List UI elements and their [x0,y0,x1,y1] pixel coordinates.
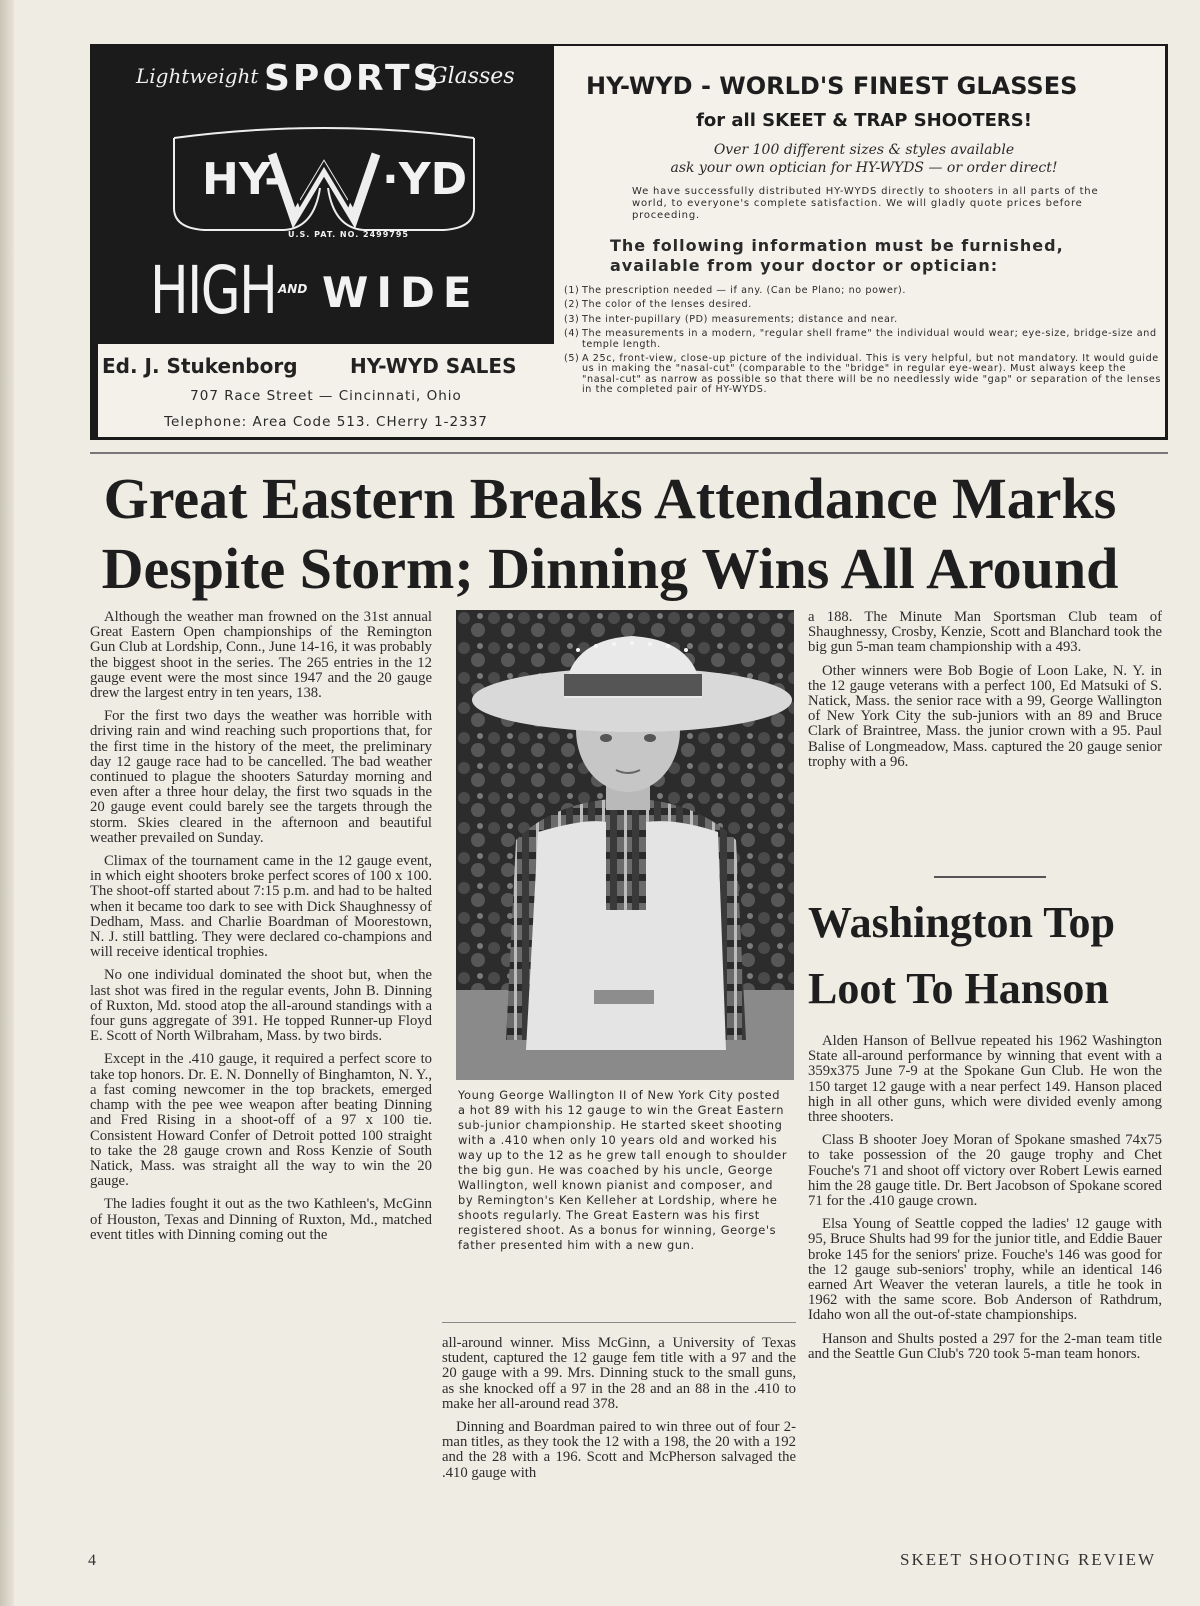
logo-high-text: HIGH [150,252,277,329]
list-item-number: (5) [564,353,580,365]
list-item [564,300,1162,310]
magazine-name: SKEET SHOOTING REVIEW [900,1550,1157,1569]
paragraph: The ladies fought it out as the two Kathleen's, McGinn of Houston, Texas and Dinning of Ruxton, Md., matched event titles with Dinning coming out the [90,1196,432,1243]
list-item-text: The inter-pupillary (PD) measurements; distance and near. [582,313,898,325]
contact-phone: Telephone: Area Code 513. CHerry 1-2337 [164,414,488,430]
list-item [564,329,1162,350]
article-column-2 [442,1336,796,1489]
list-item [564,354,1162,396]
divider [442,1322,796,1323]
list-item-text: A 25c, front-view, close-up picture of the individual. This is very helpful, but not mandatory. It would guide us in making the "nasal-cut" (comparable to the "bridge" in regular eye-wear). Must always keep the "nasal-cut" as narrow as possible so that there will be no needlessly wide "gap" or separation of the lenses in the completed pair of HY-WYDS. [582,353,1162,396]
list-item [564,286,1162,296]
paragraph: No one individual dominated the shoot but, when the last shot was fired in the regular events, John B. Dinning of Ruxton, Md. stood atop the all-around standings with a four guns aggregate of 391. He topped Runner-up Floyd E. Scott of North Wilbraham, Mass. by two birds. [90,967,432,1045]
contact-address: 707 Race Street — Cincinnati, Ohio [190,388,462,404]
divider [90,452,1168,454]
photo-boy-in-straw-hat [456,610,794,1080]
list-item [564,315,1162,325]
list-item-text: The measurements in a modern, "regular shell frame" the individual would wear; eye-size, bridge-size and temple length. [582,328,1157,350]
logo-script-text: Lightweight [136,64,259,88]
ad-paragraph: We have successfully distributed HY-WYDS directly to shooters in all parts of the world, to everyone's complete satisfaction. We will gladly quote prices before proceeding. [632,186,1099,221]
paragraph: Class B shooter Joey Moran of Spokane smashed 74x75 to take possession of the 20 gauge trophy and Chet Fouche's 71 and shoot off victory over Robert Lewis earned him the 28 gauge title. Dr. Bert Jacobson of Spokane scored 71 for the .410 gauge crown. [808,1132,1162,1210]
contact-person: Ed. J. Stukenborg [102,354,298,378]
hy-wyd-logo [92,46,554,344]
list-item-text: The prescription needed — if any. (Can be Plano; no power). [582,285,907,296]
paragraph: Except in the .410 gauge, it required a perfect score to take top honors. Dr. E. N. Donnelly of Binghamton, N. Y., a fast coming newcomer in the top brackets, emerged champ with the pee wee weapon after beating Dinning and Fred Rising in a shoot-off of a 97 x 100 tie. Consistent Howard Confer of Detroit potted 100 straight to take the 28 gauge crown and Ross Kenzie of South Natick, Mass. was straight all the way to win the 20 gauge. [90,1051,432,1190]
logo-sports-text: SPORTS [264,58,442,99]
paragraph: Climax of the tournament came in the 12 gauge event, in which eight shooters broke perfect scores of 100 x 100. The shoot-off started about 7:15 p.m. and had to be halted when it became too dark to see with Dick Shaughnessy of Dedham, Mass. and Charlie Boardman of Moorestown, N. J. still battling. They were declared co-champions and will receive identical trophies. [90,853,432,961]
page-edge [0,0,14,1606]
logo-hy-text: HY- [202,154,283,205]
headline-line-2: Despite Storm; Dinning Wins All Around [101,536,1119,601]
divider [934,876,1046,878]
ad-requirements-list [564,286,1162,400]
list-item-number: (4) [564,328,580,340]
page-number: 4 [88,1552,96,1569]
contact-company: HY-WYD SALES [350,354,517,378]
ad-italic-line-2: ask your own optician for HY-WYDS — or order direct! [670,160,1058,176]
list-item-number: (1) [564,285,580,296]
article-headline [60,464,1160,604]
logo-yd-text: ·YD [382,154,468,205]
list-item-number: (2) [564,299,580,311]
ad-contact-block [92,344,554,440]
paragraph: a 188. The Minute Man Sportsman Club team of Shaughnessy, Crosby, Kenzie, Scott and Blanchard took the big gun 5-man team championship with a 493. [808,609,1162,656]
paragraph: Although the weather man frowned on the 31st annual Great Eastern Open championships of the Remington Gun Club at Lordship, Conn., June 14-16, it was probably the biggest shoot in the series. The 265 entries in the 12 gauge event were the most since 1947 and the 20 gauge drew the largest entry in ten years, 138. [90,609,432,702]
paragraph: Alden Hanson of Bellvue repeated his 1962 Washington State all-around performance by winning that event with a 359x375 June 7-9 at the Spokane Gun Club. He won the 150 target 12 gauge with a near perfect 149. Hanson placed high in all other guns, which were divided evenly among three shooters. [808,1033,1162,1126]
advertisement [90,44,1168,440]
ad-bold-note: The following information must be furnished, available from your doctor or optician: [610,236,1064,275]
article2-headline-line-1: Washington Top [808,898,1115,947]
logo-and-text: AND [278,282,308,296]
paragraph: all-around winner. Miss McGinn, a University of Texas student, captured the 12 gauge fem title with a 97 and the 20 gauge with a 99. Mrs. Dinning stuck to the small guns, as she knocked off a 97 in the 28 and an 88 in the .410 to make her all-around read 378. [442,1335,796,1412]
paragraph: Elsa Young of Seattle copped the ladies' 12 gauge with 95, Bruce Shults had 99 for the junior title, and Eddie Bauer broke 145 for the seniors' prize. Fouche's 146 was good for the 12 gauge sub-seniors' trophy, while an identical 146 earned Art Weaver the veteran laurels, a title he took in 1962 with the same score. Bob Anderson of Rathdrum, Idaho won all the out-of-state championships. [808,1216,1162,1324]
article2-body [808,1034,1162,1370]
article-column-1 [90,610,432,1251]
logo-glasses-text: Glasses [430,64,515,89]
logo-wide-text: WIDE [322,268,480,317]
patent-number: U.S. PAT. NO. 2499795 [288,230,409,239]
ad-italic-line-1: Over 100 different sizes & styles available [713,142,1015,158]
ad-copy [564,46,1164,440]
article2-headline-line-2: Loot To Hanson [808,964,1109,1013]
headline-line-1: Great Eastern Breaks Attendance Marks [103,466,1117,531]
ad-headline: HY-WYD - WORLD'S FINEST GLASSES [586,72,1078,100]
list-item-text: The color of the lenses desired. [582,299,752,311]
ad-subheadline: for all SKEET & TRAP SHOOTERS! [696,110,1032,131]
paragraph: Other winners were Bob Bogie of Loon Lake, N. Y. in the 12 gauge veterans with a perfect 100, Ed Matsuki of S. Natick, Mass. the senior race with a 99, George Wallington of New York City the sub-juniors with an 89 and Bruce Clark of Braintree, Mass. the junior crown with a 95. Paul Balise of Longmeadow, Mass. captured the 20 gauge senior trophy with a 96. [808,662,1162,770]
article-column-3 [808,610,1162,778]
paragraph: For the first two days the weather was horrible with driving rain and wind reaching such proportions that, for the first time in the history of the meet, the preliminary day 12 gauge race had to be cancelled. The bad weather continued to plague the shooters Saturday morning and even after a three hour delay, the first two squads in the 20 gauge event could barely see the targets through the storm. Skies cleared in the afternoon and beautiful weather prevailed on Sunday. [90,708,432,846]
list-item-number: (3) [564,313,580,325]
photo-caption: Young George Wallington II of New York City posted a hot 89 with his 12 gauge to win the Great Eastern sub-junior championship. He started skeet shooting with a .410 when only 10 years old and worked his way up to the 12 as he grew tall enough to shoulder the big gun. He was coached by his uncle, George Wallington, well known pianist and composer, and by Remington's Ken Kelleher at Lordship, where he shoots regularly. The Great Eastern was his first registered shoot. As a bonus for winning, George's father presented him with a new gun. [458,1088,788,1252]
photo-illustration [456,610,794,1080]
paragraph: Dinning and Boardman paired to win three out of four 2-man titles, as they took the 12 with a 198, the 20 with a 192 and the 28 with a 196. Scott and McPherson salvaged the .410 gauge with [442,1419,796,1481]
paragraph: Hanson and Shults posted a 297 for the 2-man team title and the Seattle Gun Club's 720 took 5-man team honors. [808,1330,1162,1362]
